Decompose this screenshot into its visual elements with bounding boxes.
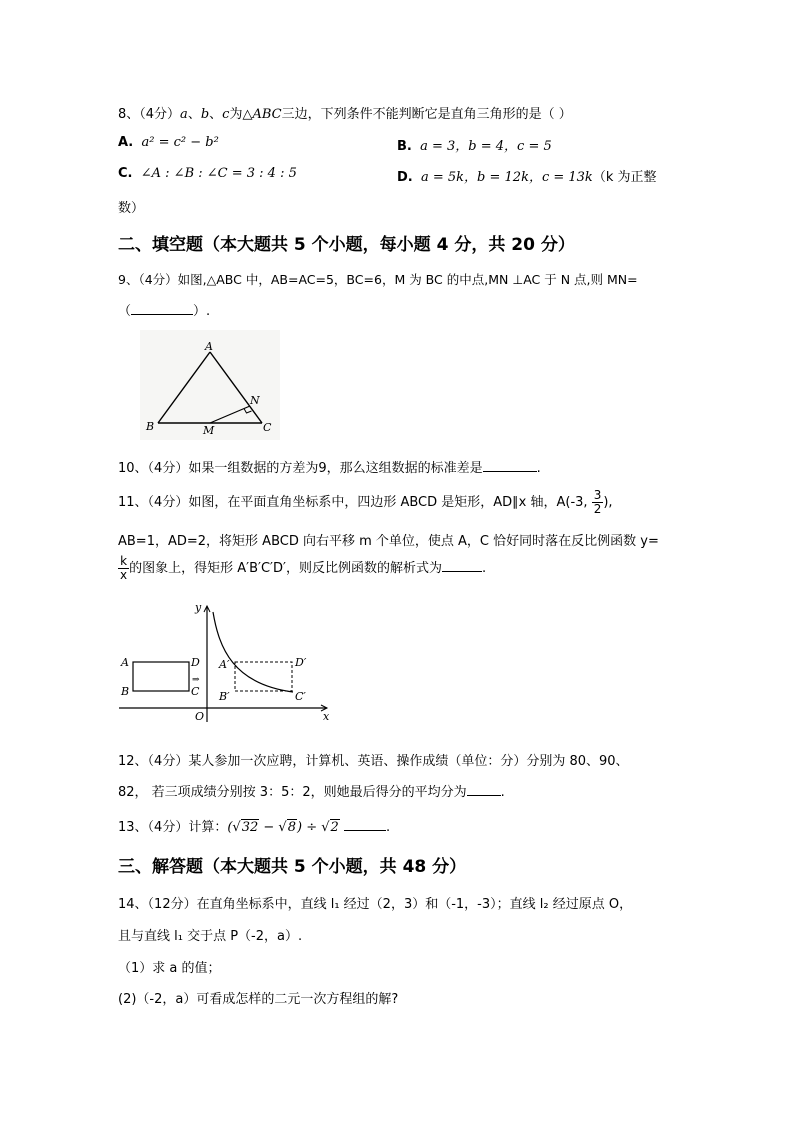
label-c: C	[191, 685, 200, 698]
rectangle-abcd	[133, 662, 189, 691]
q11-answer-blank[interactable]	[442, 559, 482, 572]
q11-line-3: $\frac{k}{x}$ 的图象上，得矩形 A′B′C′D′，则反比例函数的解析式为 .	[120, 554, 487, 582]
q8-option-d-continued: 数）	[118, 201, 145, 216]
q13-stem: 13、（4分）计算：(√32 − √8) ÷ √2 .	[118, 820, 391, 835]
section-3-title: 三、解答题（本大题共 5 个小题，共 48 分）	[118, 857, 467, 877]
q14-sub-2: (2)（-2，a）可看成怎样的二元一次方程组的解?	[118, 992, 399, 1007]
label-origin: O	[195, 710, 205, 723]
q11-line-1: 11、（4分）如图，在平面直角坐标系中，四边形 ABCD 是矩形，AD∥x 轴，A(-3, $\frac{3}{2}$ ),	[118, 488, 613, 516]
q9-answer-line: （ ）.	[118, 304, 211, 319]
q8-option-b: B. a = 3，b = 4，c = 5	[397, 139, 552, 154]
sqrt-icon: √	[232, 820, 241, 835]
label-b: B	[121, 685, 130, 698]
q11-coordinate-figure	[115, 598, 340, 728]
q8-option-a: A. a² = c² − b²	[118, 135, 219, 150]
q12-line-2: 82， 若三项成绩分别按 3：5：2，则她最后得分的平均分为 .	[118, 785, 505, 800]
fraction-three-halves: $\frac{3}{2}$	[593, 488, 602, 516]
label-m: M	[203, 424, 215, 437]
arrow-right-icon: ⇒	[192, 675, 200, 685]
q14-sub-1: （1）求 a 的值；	[118, 961, 221, 976]
label-a: A	[205, 340, 213, 353]
q10-stem: 10、（4分）如果一组数据的方差为9，那么这组数据的标准差是 .	[118, 461, 541, 476]
q9-triangle-figure	[140, 330, 280, 440]
label-n: N	[250, 394, 260, 407]
hyperbola-curve	[213, 612, 293, 692]
q9-answer-blank[interactable]	[131, 302, 193, 315]
q8-option-d: D. a = 5k，b = 12k，c = 13k（k 为正整	[397, 170, 657, 185]
q11-line-2: AB=1，AD=2，将矩形 ABCD 向右平移 m 个单位，使点 A，C 恰好同时落在反比例函数 y=	[118, 534, 659, 549]
label-b: B	[146, 420, 155, 433]
label-c: C	[263, 421, 272, 434]
sqrt-icon: √	[321, 820, 330, 835]
label-d: D	[191, 656, 200, 669]
q12-answer-blank[interactable]	[467, 783, 501, 796]
section-2-title: 二、填空题（本大题共 5 个小题，每小题 4 分，共 20 分）	[118, 235, 575, 255]
label-d-prime: D′	[295, 656, 307, 669]
q9-stem: 9、（4分）如图,△ABC 中，AB=AC=5，BC=6，M 为 BC 的中点,MN ⊥AC 于 N 点,则 MN=	[118, 272, 638, 287]
q14-line-1: 14、（12分）在直角坐标系中，直线 l₁ 经过（2，3）和（-1，-3）；直线 l₂ 经过原点 O，	[118, 897, 633, 912]
q13-answer-blank[interactable]	[344, 818, 386, 831]
label-c-prime: C′	[295, 690, 306, 703]
label-x: x	[323, 710, 330, 723]
q12-line-1: 12、（4分）某人参加一次应聘，计算机、英语、操作成绩（单位：分）分别为 80、90、	[118, 754, 629, 769]
label-b-prime: B′	[219, 690, 230, 703]
label-a: A	[121, 656, 129, 669]
q14-line-2: 且与直线 l₁ 交于点 P（-2，a）.	[118, 929, 303, 944]
q8-stem: 8、（4分）a、b、c为△ABC三边，下列条件不能判断它是直角三角形的是（ ）	[118, 107, 572, 122]
label-y: y	[195, 601, 202, 614]
sqrt-icon: √	[278, 820, 287, 835]
fraction-k-over-x: $\frac{k}{x}$	[120, 554, 128, 582]
q10-answer-blank[interactable]	[483, 459, 537, 472]
rectangle-a1b1c1d1	[235, 662, 292, 691]
q8-option-c: C. ∠A : ∠B : ∠C = 3 : 4 : 5	[118, 166, 297, 181]
label-a-prime: A′	[219, 658, 230, 671]
